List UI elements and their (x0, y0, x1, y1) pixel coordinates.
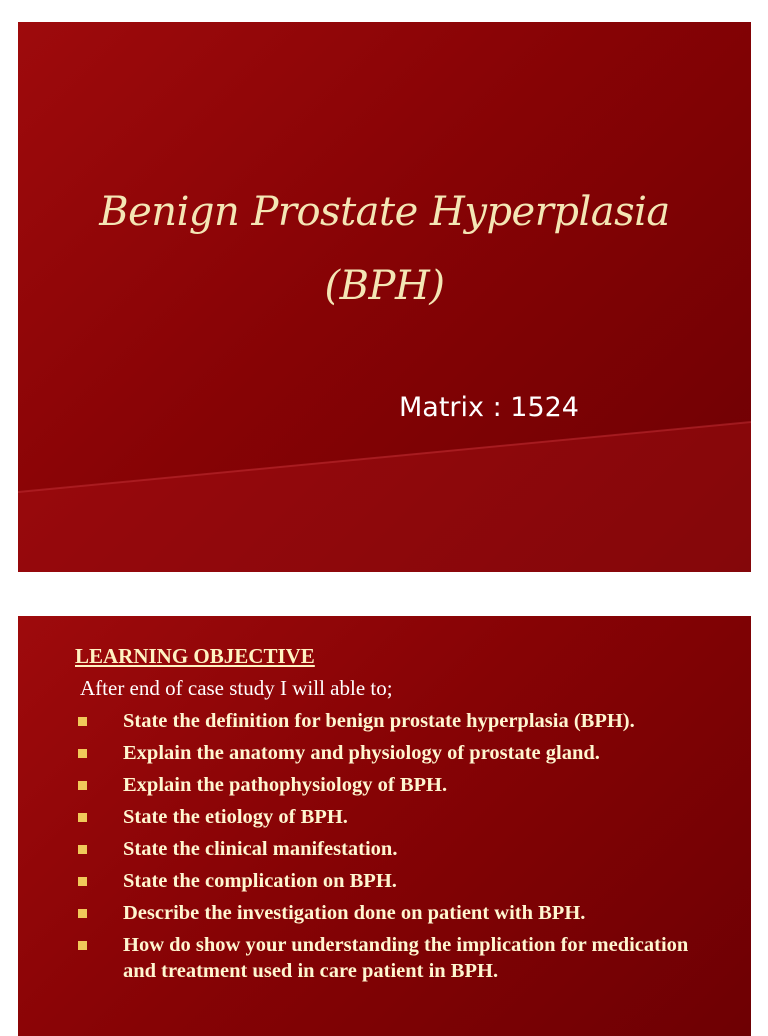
objective-text: State the complication on BPH. (123, 870, 397, 892)
objective-text: Describe the investigation done on patient with BPH. (123, 902, 586, 924)
objective-item (75, 772, 725, 798)
objective-item (75, 868, 725, 894)
objective-text: State the etiology of BPH. (123, 806, 348, 828)
objective-text: State the clinical manifestation. (123, 838, 398, 860)
square-bullet-icon (78, 877, 87, 886)
square-bullet-icon (78, 749, 87, 758)
objective-text: How do show your understanding the implication for medication and treatment used in care patient in BPH. (123, 934, 689, 982)
objective-item (75, 708, 725, 734)
objectives-slide (18, 616, 751, 1036)
square-bullet-icon (78, 909, 87, 918)
slide-title-line-1: Benign Prostate Hyperplasia (99, 189, 670, 235)
objective-item (75, 836, 725, 862)
objective-item (75, 740, 725, 766)
objective-text: Explain the anatomy and physiology of prostate gland. (123, 742, 600, 764)
objective-item (75, 932, 725, 984)
objective-item (75, 804, 725, 830)
slide-title (18, 175, 751, 323)
learning-objective-heading: LEARNING OBJECTIVE (75, 644, 315, 668)
objective-text: State the definition for benign prostate hyperplasia (BPH). (123, 710, 635, 732)
title-slide (18, 22, 751, 572)
objective-list (75, 708, 725, 990)
square-bullet-icon (78, 941, 87, 950)
slide-title-line-2: (BPH) (324, 263, 445, 309)
objective-text: Explain the pathophysiology of BPH. (123, 774, 448, 796)
learning-objective-intro: After end of case study I will able to; (80, 676, 393, 700)
square-bullet-icon (78, 845, 87, 854)
matrix-label: Matrix : 1524 (399, 392, 579, 423)
objective-item (75, 900, 725, 926)
square-bullet-icon (78, 813, 87, 822)
square-bullet-icon (78, 717, 87, 726)
square-bullet-icon (78, 781, 87, 790)
